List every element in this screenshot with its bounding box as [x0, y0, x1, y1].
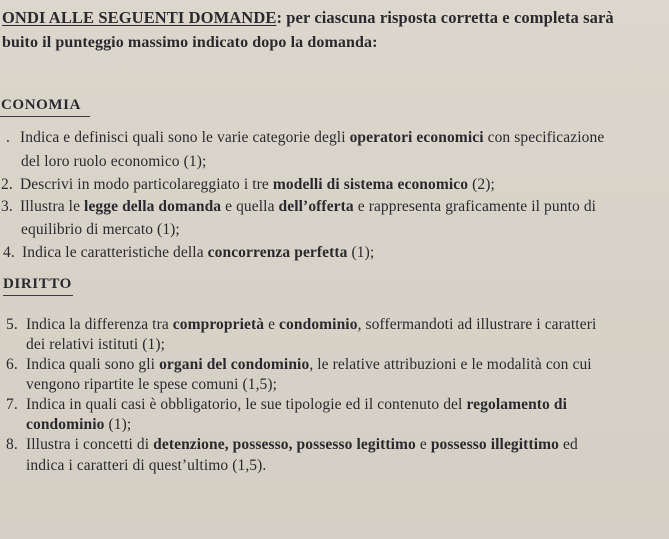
question-8-text-b: e — [415, 436, 431, 453]
question-6-continuation: vengono ripartite le spese comuni (1,5); — [26, 376, 278, 393]
question-7-text-a: Indica in quali casi è obbligatorio, le sue tipologie ed il contenuto del — [26, 396, 467, 413]
question-5-continuation: dei relativi istituti (1); — [26, 336, 166, 353]
question-3-text-b: e quella — [221, 198, 279, 215]
question-3-continuation: equilibrio di mercato (1); — [21, 221, 180, 238]
question-5-text-a: Indica la differenza tra — [26, 316, 173, 333]
question-7 — [6, 396, 567, 414]
question-1 — [6, 129, 604, 147]
question-3-keyword-a: legge della domanda — [84, 198, 222, 215]
question-8-text-c: ed — [558, 436, 578, 453]
question-1-number: . — [6, 129, 10, 146]
question-1-continuation: del loro ruolo economico (1); — [21, 153, 207, 170]
question-2-keyword: modelli di sistema economico — [272, 176, 469, 193]
question-5 — [6, 316, 596, 334]
question-7-points: (1); — [104, 416, 132, 433]
question-5-number: 5. — [6, 316, 18, 333]
section-underline-diritto — [3, 295, 73, 296]
question-3-keyword-b: dell’offerta — [278, 198, 354, 215]
question-7-number: 7. — [6, 396, 18, 413]
question-2 — [1, 176, 495, 194]
question-5-text-c: , soffermandoti ad illustrare i caratteri — [357, 316, 597, 333]
question-4-number: 4. — [3, 244, 15, 261]
question-8 — [6, 436, 578, 454]
question-3-number: 3. — [1, 198, 13, 215]
question-7-keyword-b: condominio — [26, 416, 105, 433]
question-5-keyword-a: comproprietà — [172, 316, 265, 333]
instructions-rest: : per ciascuna risposta corretta e completa sarà — [276, 8, 614, 27]
question-6-text-b: , le relative attribuzioni e le modalità con cui — [309, 356, 592, 373]
question-3 — [1, 198, 596, 216]
section-title-diritto: DIRITTO — [3, 276, 72, 292]
question-6-text-a: Indica quali sono gli — [26, 356, 160, 373]
section-title-economia: CONOMIA — [1, 97, 82, 113]
instructions-title: ONDI ALLE SEGUENTI DOMANDE — [2, 8, 277, 27]
question-8-continuation: indica i caratteri di quest’ultimo (1,5). — [26, 457, 267, 474]
question-5-text-b: e — [264, 316, 280, 333]
question-8-keyword-b: possesso illegittimo — [430, 436, 559, 453]
question-8-number: 8. — [6, 436, 18, 453]
question-3-text-c: e rappresenta graficamente il punto di — [353, 198, 597, 215]
question-1-text-a: Indica e definisci quali sono le varie categorie degli — [20, 129, 350, 146]
question-7-continuation — [26, 416, 131, 434]
question-6-number: 6. — [6, 356, 18, 373]
question-2-text-b: (2); — [468, 176, 495, 193]
question-2-text-a: Descrivi in modo particolareggiato i tre — [20, 176, 273, 193]
question-6 — [6, 356, 592, 374]
question-6-keyword: organi del condominio — [159, 356, 310, 373]
question-4-text-a: Indica le caratteristiche della — [22, 244, 208, 261]
section-underline-economia — [0, 116, 90, 117]
question-1-text-b: con specificazione — [483, 129, 605, 146]
question-4 — [3, 244, 374, 262]
instructions-line-2: buito il punteggio massimo indicato dopo la domanda: — [2, 34, 378, 51]
question-4-text-b: (1); — [347, 244, 375, 261]
instructions-line-1 — [2, 9, 614, 27]
question-2-number: 2. — [1, 176, 13, 193]
question-1-keyword: operatori economici — [349, 129, 484, 146]
question-5-keyword-b: condominio — [279, 316, 358, 333]
question-7-keyword-a: regolamento di — [466, 396, 567, 413]
question-8-text-a: Illustra i concetti di — [26, 436, 154, 453]
question-8-keyword-a: detenzione, possesso, possesso legittimo — [153, 436, 416, 453]
question-3-text-a: Illustra le — [20, 198, 85, 215]
question-4-keyword: concorrenza perfetta — [207, 244, 348, 261]
